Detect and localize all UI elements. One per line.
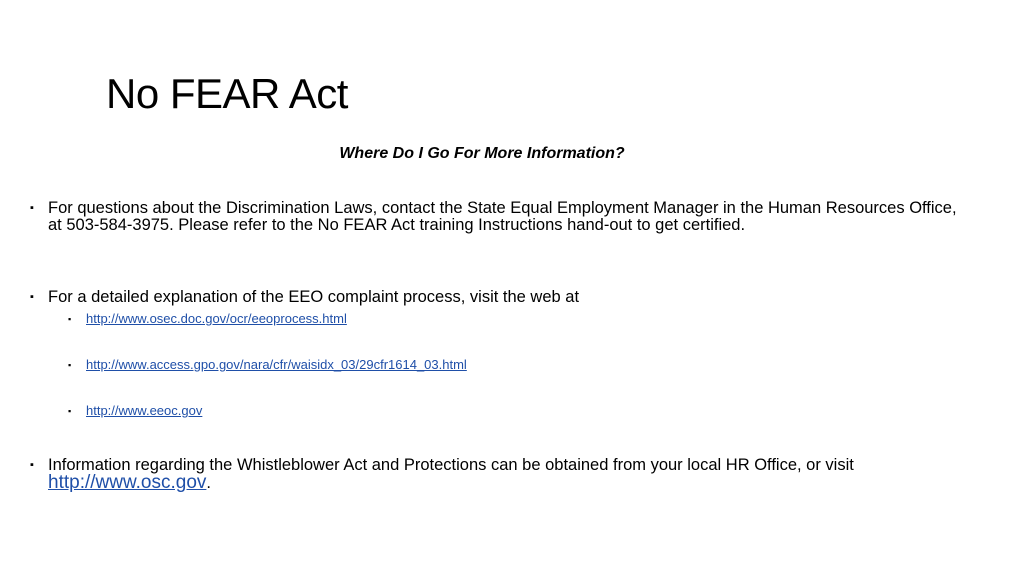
eeoc-link[interactable]: http://www.eeoc.gov — [86, 403, 203, 418]
osec-eeoprocess-link[interactable]: http://www.osec.doc.gov/ocr/eeoprocess.html — [86, 311, 347, 326]
square-bullet-icon: ▪ — [30, 202, 34, 214]
square-bullet-icon: ▪ — [30, 459, 34, 471]
bullet-discrimination-laws — [30, 200, 960, 234]
bullet-item — [30, 457, 960, 492]
sub-bullet-osec-link — [68, 311, 347, 327]
square-bullet-icon: ▪ — [30, 291, 34, 303]
sub-bullet-eeoc-link — [68, 403, 202, 419]
square-bullet-icon: ▪ — [68, 406, 72, 416]
slide-subtitle: Where Do I Go For More Information? — [339, 145, 625, 162]
gpo-cfr-link[interactable]: http://www.access.gpo.gov/nara/cfr/waisidx_03/29cfr1614_03.html — [86, 357, 467, 372]
bullet-item — [30, 200, 960, 234]
bullet-text: For a detailed explanation of the EEO complaint process, visit the web at — [48, 288, 580, 306]
bullet-item — [30, 289, 960, 306]
bullet-text: For questions about the Discrimination Laws, contact the State Equal Employment Manager in the Human Resources Office, at 503-584-3975. Please refer to the No FEAR Act training Instructions hand-out to get certified. — [48, 199, 957, 234]
square-bullet-icon: ▪ — [68, 314, 72, 324]
bullet-text-after-link: . — [206, 474, 211, 492]
bullet-text-before-link: Information regarding the Whistleblower Act and Protections can be obtained from your local HR Office, or visit — [48, 456, 854, 474]
osc-link[interactable]: http://www.osc.gov — [48, 472, 207, 493]
slide-title: No FEAR Act — [106, 70, 348, 117]
sub-bullet-gpo-link — [68, 357, 467, 373]
square-bullet-icon: ▪ — [68, 360, 72, 370]
bullet-whistleblower — [30, 457, 960, 492]
bullet-eeo-complaint-process — [30, 289, 960, 306]
